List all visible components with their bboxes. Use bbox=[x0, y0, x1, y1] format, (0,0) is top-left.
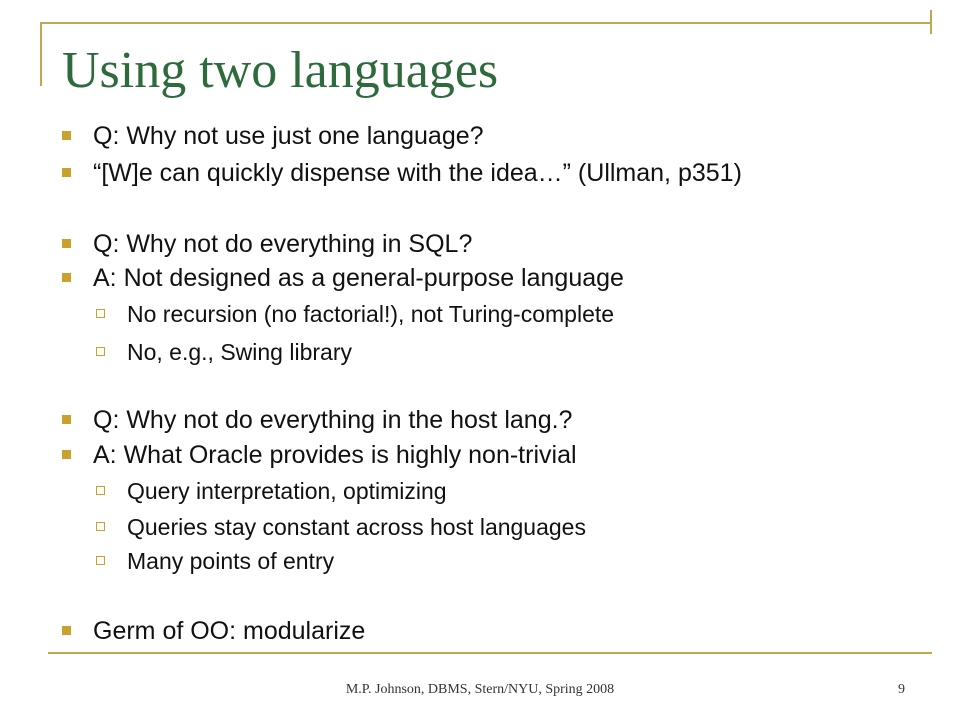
slide-title: Using two languages bbox=[62, 42, 499, 99]
bullet-text: Query interpretation, optimizing bbox=[127, 478, 447, 504]
sub-bullet-item bbox=[96, 298, 614, 330]
square-bullet-icon bbox=[62, 168, 71, 177]
bullet-text: No recursion (no factorial!), not Turing-complete bbox=[127, 301, 615, 327]
bullet-text: Queries stay constant across host languages bbox=[127, 514, 586, 540]
bullet-item bbox=[62, 404, 572, 436]
square-bullet-icon bbox=[62, 131, 71, 140]
bullet-text: Q: Why not do everything in SQL? bbox=[93, 230, 473, 258]
sub-bullet-item bbox=[96, 545, 334, 577]
sub-bullet-item bbox=[96, 336, 352, 368]
page-number: 9 bbox=[898, 682, 905, 697]
hollow-square-bullet-icon bbox=[96, 556, 105, 565]
frame-bottom-line bbox=[48, 652, 932, 654]
bullet-item bbox=[62, 439, 577, 471]
bullet-text: No, e.g., Swing library bbox=[127, 339, 352, 365]
bullet-text: Many points of entry bbox=[127, 548, 335, 574]
bullet-text: “[W]e can quickly dispense with the idea…” (Ullman, p351) bbox=[93, 159, 742, 187]
bullet-text: Germ of OO: modularize bbox=[93, 617, 366, 645]
bullet-text: Q: Why not do everything in the host lang.? bbox=[93, 406, 573, 434]
sub-bullet-item bbox=[96, 511, 586, 543]
bullet-item bbox=[62, 228, 472, 260]
hollow-square-bullet-icon bbox=[96, 486, 105, 495]
square-bullet-icon bbox=[62, 415, 71, 424]
square-bullet-icon bbox=[62, 626, 71, 635]
square-bullet-icon bbox=[62, 450, 71, 459]
bullet-text: A: Not designed as a general-purpose language bbox=[93, 264, 624, 292]
bullet-item bbox=[62, 262, 624, 294]
hollow-square-bullet-icon bbox=[96, 522, 105, 531]
square-bullet-icon bbox=[62, 239, 71, 248]
bullet-text: A: What Oracle provides is highly non-trivial bbox=[93, 441, 577, 469]
frame-top-line bbox=[40, 22, 932, 24]
frame-left-line bbox=[40, 22, 42, 86]
square-bullet-icon bbox=[62, 273, 71, 282]
bullet-item bbox=[62, 157, 742, 189]
bullet-text: Q: Why not use just one language? bbox=[93, 122, 484, 150]
hollow-square-bullet-icon bbox=[96, 309, 105, 318]
slide-footer: M.P. Johnson, DBMS, Stern/NYU, Spring 2008 bbox=[345, 682, 615, 697]
bullet-item bbox=[62, 615, 365, 647]
bullet-item bbox=[62, 120, 484, 152]
frame-right-line bbox=[930, 10, 932, 34]
sub-bullet-item bbox=[96, 475, 447, 507]
hollow-square-bullet-icon bbox=[96, 347, 105, 356]
